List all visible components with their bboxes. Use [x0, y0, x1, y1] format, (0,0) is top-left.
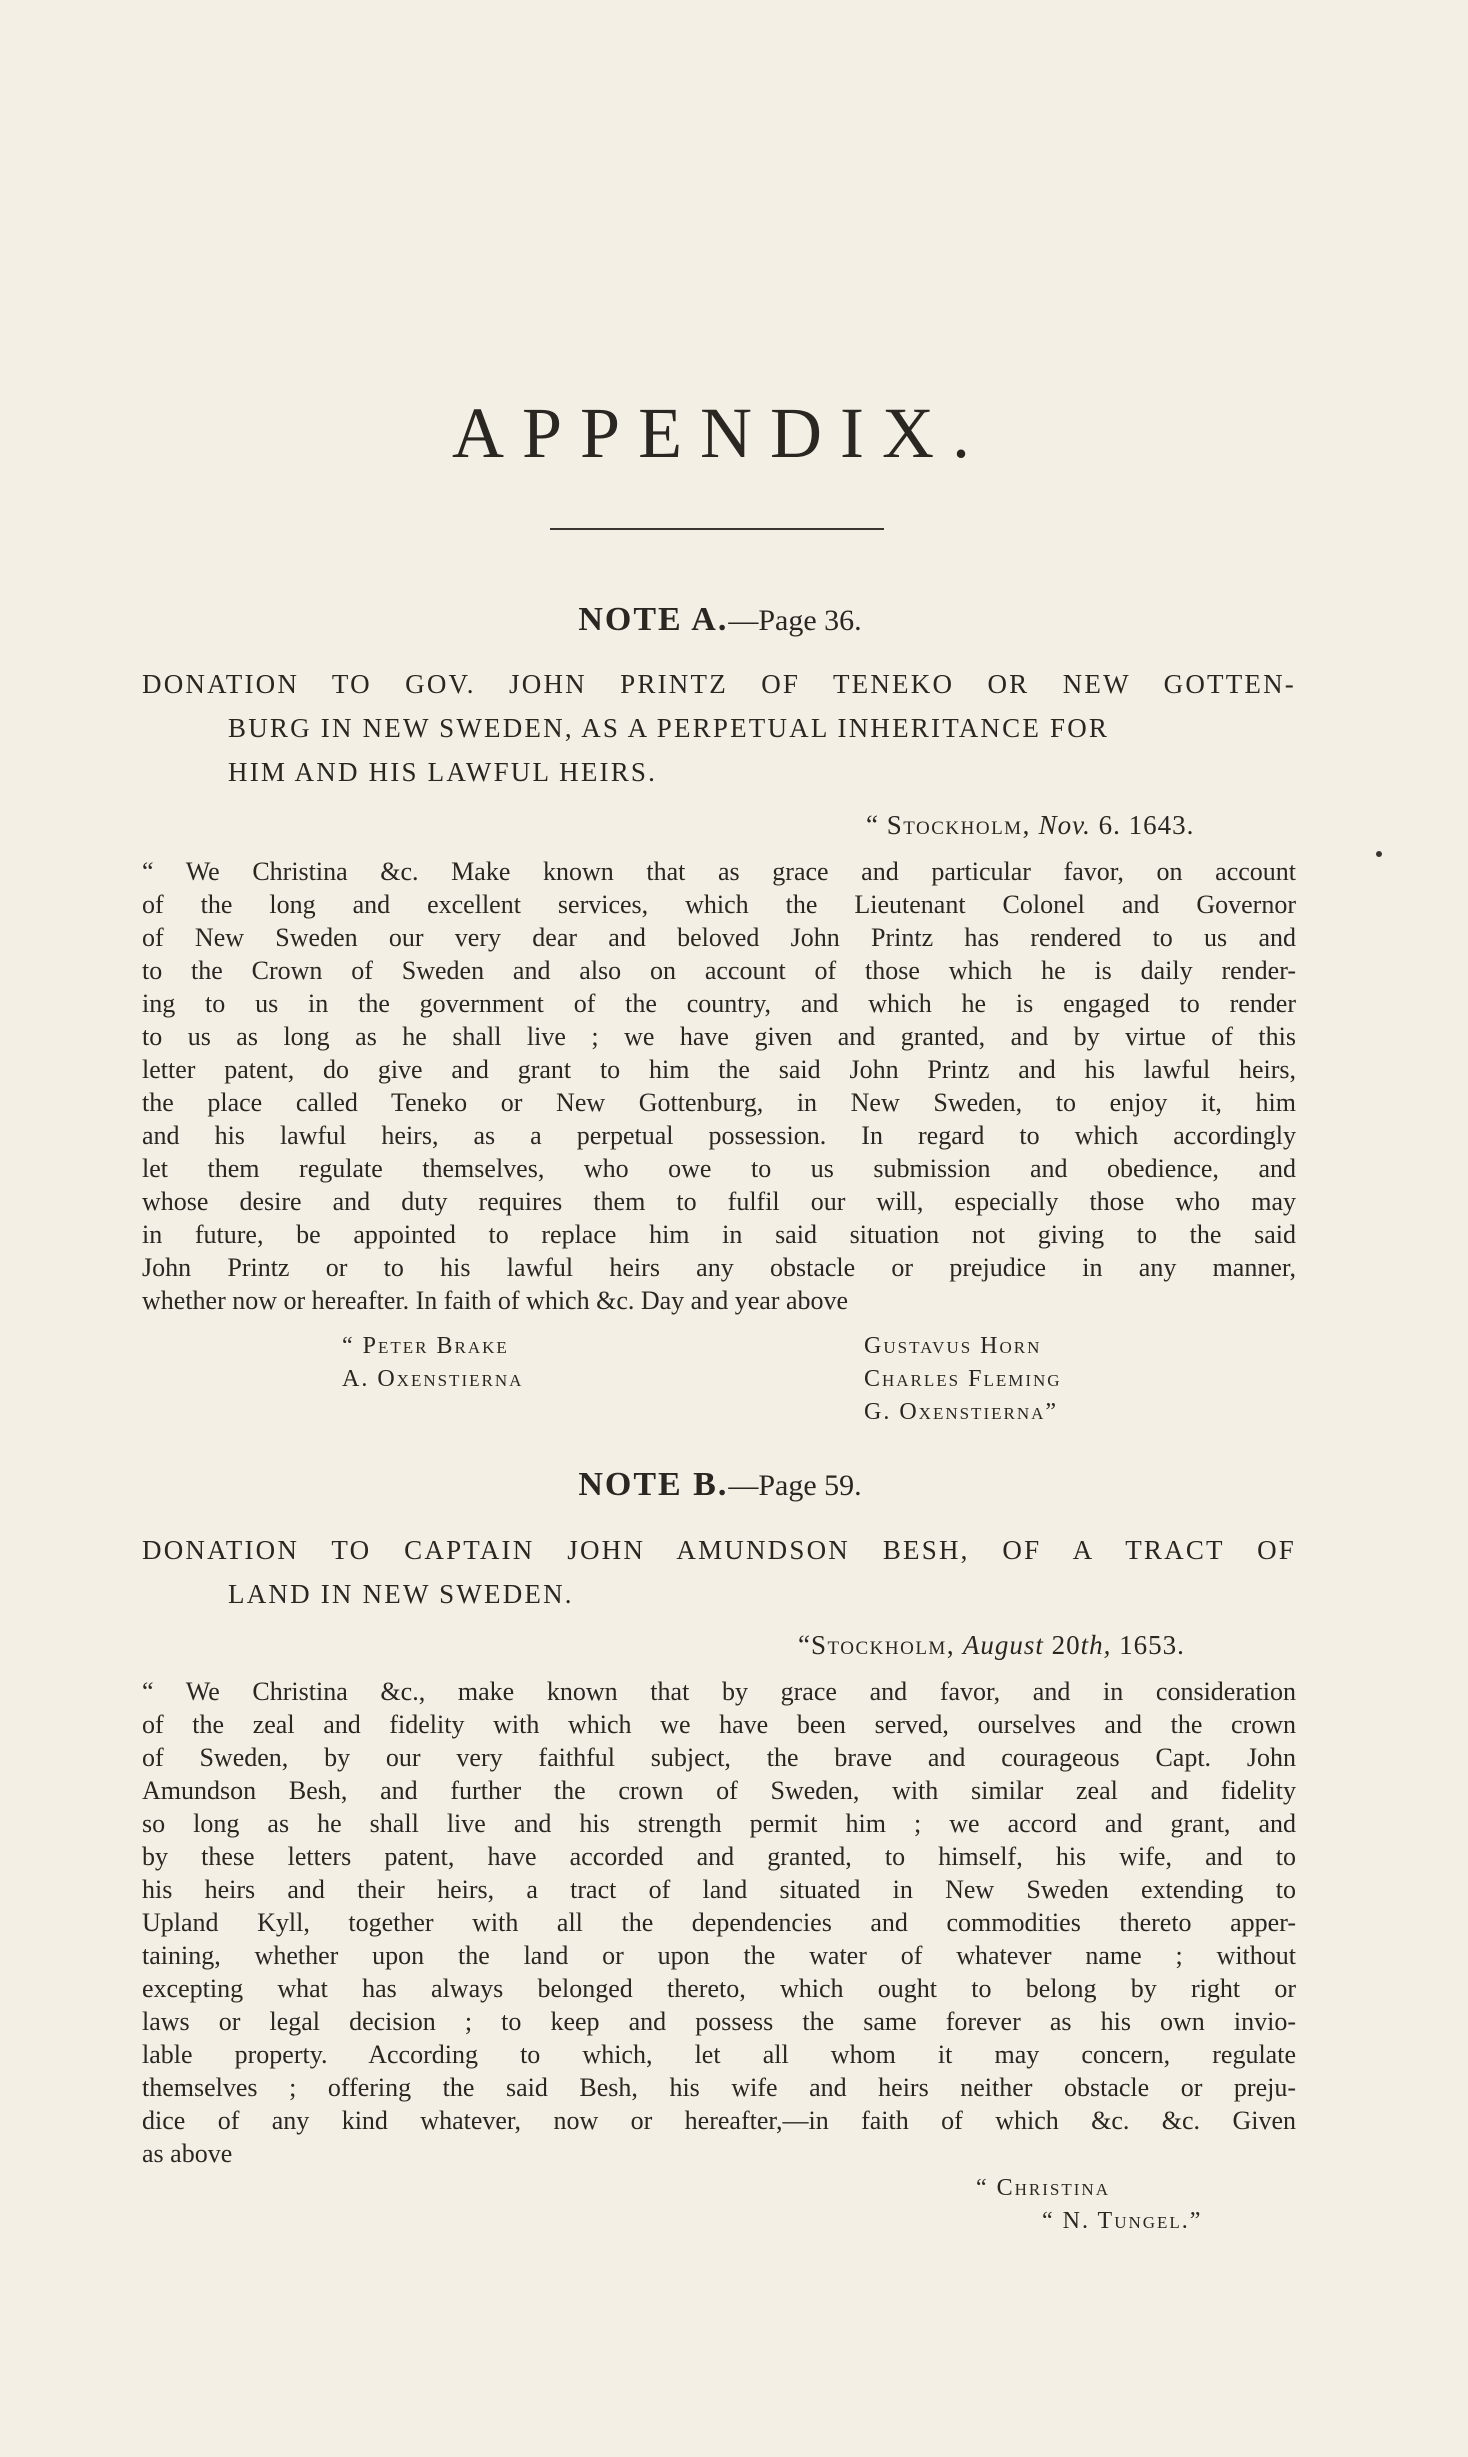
dateline-month: August — [962, 1630, 1044, 1660]
body-line: laws or legal decision ; to keep and possess the same forever as his own invio- — [142, 2007, 1296, 2036]
note-a-signatures-left — [342, 1330, 523, 1396]
body-line: and his lawful heirs, as a perpetual possession. In regard to which accordingly — [142, 1121, 1296, 1150]
body-line: his heirs and their heirs, a tract of land situated in New Sweden extending to — [142, 1875, 1296, 1904]
body-line: of the long and excellent services, which the Lieutenant Colonel and Governor — [142, 890, 1296, 919]
body-line: to the Crown of Sweden and also on account of those which he is daily render- — [142, 956, 1296, 985]
signature-g-oxenstierna: G. Oxenstierna” — [864, 1399, 1059, 1425]
body-line: “ We Christina &c. Make known that as grace and particular favor, on account — [142, 857, 1296, 886]
title-rule — [550, 528, 884, 530]
signature-gustavus-horn: Gustavus Horn — [864, 1333, 1042, 1359]
body-line: of Sweden, by our very faithful subject, the brave and courageous Capt. John — [142, 1743, 1296, 1772]
body-line: as above — [142, 2139, 233, 2168]
dateline-quote: “ — [866, 810, 887, 840]
body-line: Amundson Besh, and further the crown of Sweden, with similar zeal and fidelity — [142, 1776, 1296, 1805]
dateline-year: 1653. — [1111, 1630, 1185, 1660]
note-b-signature-tungel: “ N. Tungel.” — [1042, 2208, 1203, 2234]
body-line: the place called Teneko or New Gottenburg, in New Sweden, to enjoy it, him — [142, 1088, 1296, 1117]
body-line: so long as he shall live and his strength permit him ; we accord and grant, and — [142, 1809, 1296, 1838]
body-line: Upland Kyll, together with all the dependencies and commodities thereto apper- — [142, 1908, 1296, 1937]
body-line: of New Sweden our very dear and beloved John Printz has rendered to us and — [142, 923, 1296, 952]
note-b-body — [142, 1675, 1296, 2170]
note-b-signature-christina: “ Christina — [976, 2175, 1110, 2201]
dateline-ordinal: th, — [1080, 1630, 1112, 1660]
dateline-place: Stockholm, — [810, 1630, 956, 1660]
dateline-day: 20 — [1043, 1630, 1081, 1660]
dateline-quote: “ — [798, 1630, 811, 1660]
body-line: excepting what has always belonged thereto, which ought to belong by right or — [142, 1974, 1296, 2003]
dateline-month: Nov. — [1038, 810, 1091, 840]
body-line: whether now or hereafter. In faith of which &c. Day and year above — [142, 1286, 849, 1315]
body-line: ing to us in the government of the country, and which he is engaged to render — [142, 989, 1296, 1018]
note-a-caption-line-1: DONATION TO GOV. JOHN PRINTZ OF TENEKO OR NEW GOTTEN- — [142, 669, 1296, 699]
body-line: to us as long as he shall live ; we have given and granted, and by virtue of this — [142, 1022, 1296, 1051]
body-line: John Printz or to his lawful heirs any obstacle or prejudice in any manner, — [142, 1253, 1296, 1282]
note-a-caption-line-2: BURG IN NEW SWEDEN, AS A PERPETUAL INHERITANCE FOR — [228, 713, 1110, 743]
note-b-label: NOTE B. — [578, 1466, 729, 1503]
ink-speck — [1376, 851, 1382, 857]
note-a-page-ref: —Page 36. — [728, 604, 862, 637]
note-b-caption-line-2: LAND IN NEW SWEDEN. — [228, 1579, 574, 1609]
body-line: of the zeal and fidelity with which we have been served, ourselves and the crown — [142, 1710, 1296, 1739]
body-line: whose desire and duty requires them to fulfil our will, especially those who may — [142, 1187, 1296, 1216]
note-b-dateline — [798, 1630, 1185, 1661]
note-a-heading — [0, 601, 1440, 639]
note-a-caption — [142, 662, 1296, 794]
note-b-caption-line-1: DONATION TO CAPTAIN JOHN AMUNDSON BESH, OF A TRACT OF — [142, 1535, 1296, 1565]
page-title: APPENDIX. — [451, 393, 989, 473]
note-a-label: NOTE A. — [578, 601, 729, 638]
signature-a-oxenstierna: A. Oxenstierna — [342, 1366, 524, 1392]
body-line: “ We Christina &c., make known that by grace and favor, and in consideration — [142, 1677, 1296, 1706]
body-line: in future, be appointed to replace him in said situation not giving to the said — [142, 1220, 1296, 1249]
signature-charles-fleming: Charles Fleming — [864, 1366, 1062, 1392]
body-line: dice of any kind whatever, now or hereafter,—in faith of which &c. &c. Given — [142, 2106, 1296, 2135]
body-line: taining, whether upon the land or upon the water of whatever name ; without — [142, 1941, 1296, 1970]
note-b-heading — [0, 1466, 1440, 1504]
note-a-body — [142, 855, 1296, 1317]
body-line: by these letters patent, have accorded and granted, to himself, his wife, and to — [142, 1842, 1296, 1871]
note-b-caption — [142, 1528, 1296, 1616]
body-line: lable property. According to which, let all whom it may concern, regulate — [142, 2040, 1296, 2069]
body-line: let them regulate themselves, who owe to us submission and obedience, and — [142, 1154, 1296, 1183]
dateline-place: Stockholm, — [886, 810, 1031, 840]
note-b-page-ref: —Page 59. — [728, 1469, 862, 1502]
note-a-signatures-right — [864, 1330, 1062, 1429]
dateline-year: 6. 1643. — [1090, 810, 1195, 840]
body-line: themselves ; offering the said Besh, his wife and heirs neither obstacle or preju- — [142, 2073, 1296, 2102]
body-line: letter patent, do give and grant to him the said John Printz and his lawful heirs, — [142, 1055, 1296, 1084]
note-a-dateline — [866, 810, 1194, 841]
note-a-caption-line-3: HIM AND HIS LAWFUL HEIRS. — [228, 757, 658, 787]
signature-peter-brake: “ Peter Brake — [342, 1333, 509, 1359]
